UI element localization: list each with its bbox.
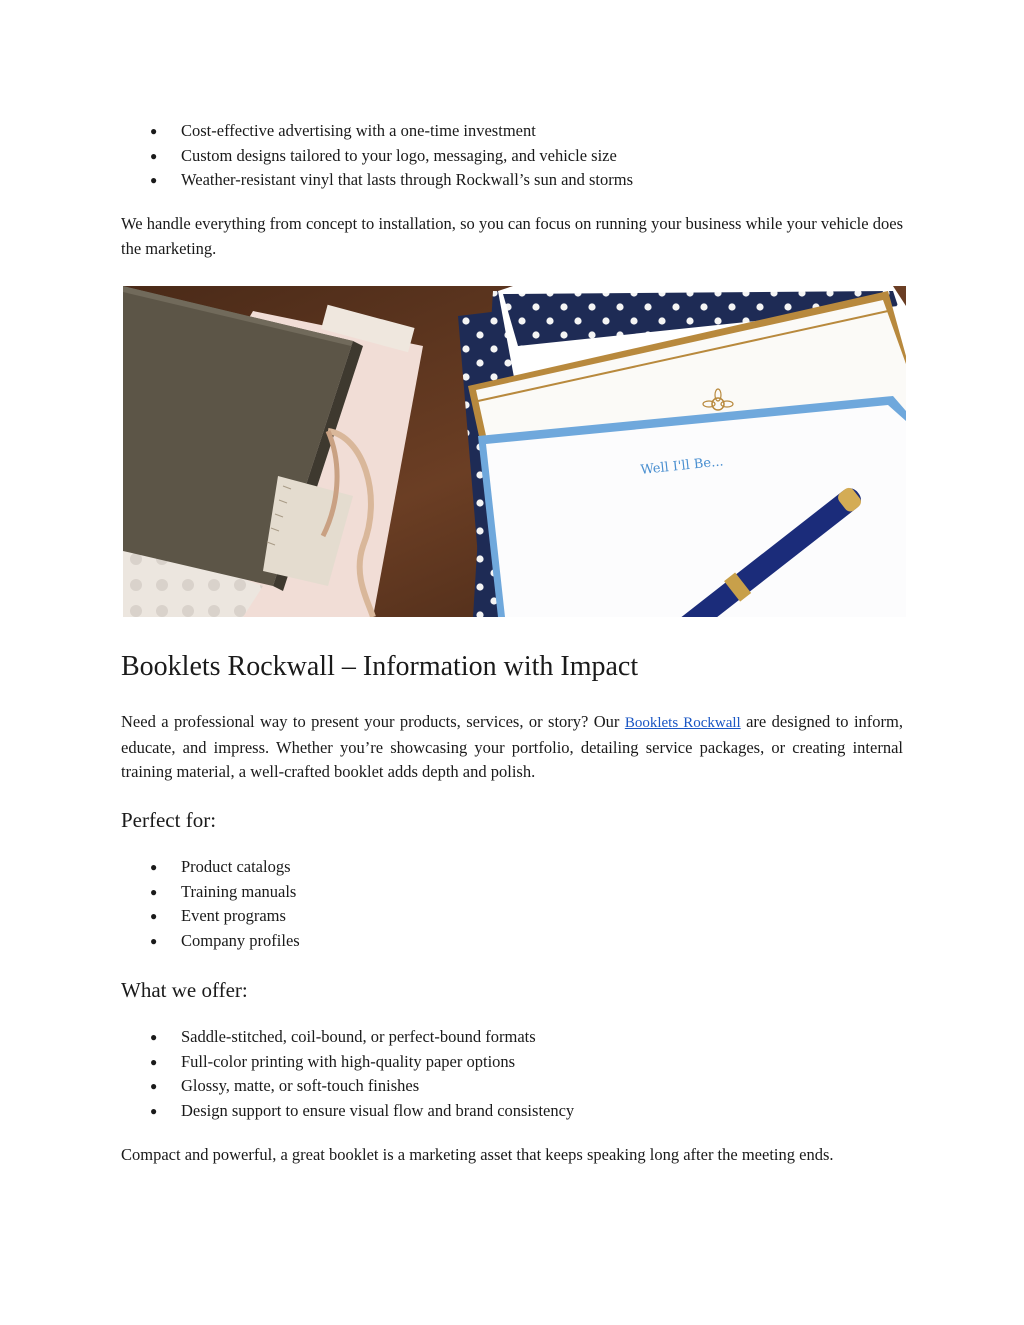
perfect-for-heading: Perfect for:	[121, 808, 217, 832]
list-item: ● Training manuals	[0, 880, 1024, 905]
closing-paragraph: Compact and powerful, a great booklet is a marketing asset that keeps speaking long after the meeting ends.	[121, 1145, 834, 1164]
bullet-icon: ●	[150, 1054, 158, 1069]
stationery-photo	[123, 286, 906, 617]
bullet-icon: ●	[150, 148, 158, 163]
bullet-icon: ●	[150, 1103, 158, 1118]
perfect-for-list	[0, 855, 1024, 953]
list-item: ● Saddle-stitched, coil-bound, or perfect-bound formats	[0, 1025, 1024, 1050]
list-item: ● Weather-resistant vinyl that lasts through Rockwall’s sun and storms	[0, 168, 1024, 193]
bullet-icon: ●	[150, 860, 158, 874]
what-we-offer-heading: What we offer:	[121, 978, 248, 1002]
benefits-list	[0, 119, 1024, 193]
bullet-icon: ●	[150, 124, 158, 138]
bullet-icon: ●	[150, 909, 158, 923]
booklets-rockwall-link[interactable]: Booklets Rockwall	[624, 715, 741, 731]
bullet-icon: ●	[150, 884, 158, 899]
what-we-offer-list	[0, 1025, 1024, 1123]
list-item: ● Company profiles	[0, 929, 1024, 954]
list-item: ● Full-color printing with high-quality paper options	[0, 1050, 1024, 1075]
card-text: Well I'll Be...	[639, 454, 725, 478]
intro-paragraph: We handle everything from concept to installation, so you can focus on running your business while your vehicle does the marketing.	[121, 214, 903, 258]
section-paragraph: Need a professional way to present your products, services, or story? Our Booklets Rockwall are designed to inform, educate, and impress. Whether you’re showcasing your portfolio, detailing service packages, or creating internal training material, a well-crafted booklet adds depth and polish.	[121, 712, 903, 781]
list-item: ● Product catalogs	[0, 855, 1024, 880]
list-item: ● Event programs	[0, 904, 1024, 929]
list-item: ● Design support to ensure visual flow and brand consistency	[0, 1099, 1024, 1124]
bullet-icon: ●	[150, 933, 158, 948]
list-item: ● Custom designs tailored to your logo, messaging, and vehicle size	[0, 144, 1024, 169]
list-item: ● Cost-effective advertising with a one-time investment	[0, 119, 1024, 144]
section-title: Booklets Rockwall – Information with Impact	[121, 651, 639, 682]
bullet-icon: ●	[150, 1030, 158, 1044]
bullet-icon: ●	[150, 173, 158, 187]
list-item: ● Glossy, matte, or soft-touch finishes	[0, 1074, 1024, 1099]
bullet-icon: ●	[150, 1079, 158, 1093]
